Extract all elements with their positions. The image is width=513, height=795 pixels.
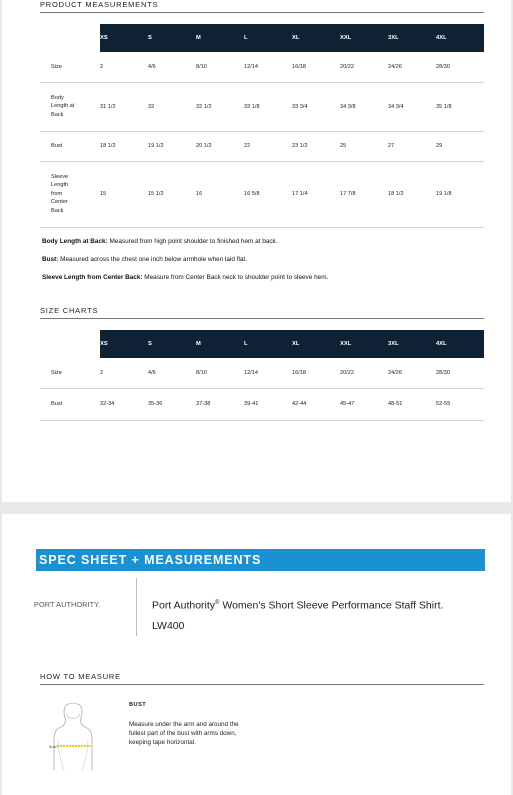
table-cell: 16 5/8 [244,161,292,227]
table-cell: 39-41 [244,388,292,420]
table-cell: 35-36 [148,388,196,420]
header-corner [40,330,100,358]
table-cell: 24/26 [388,358,436,388]
table-row [40,52,484,82]
table-cell: 16/18 [292,358,340,388]
table-cell: 2 [100,52,148,82]
spec-sheet-banner-text: SPEC SHEET + MEASUREMENTS [39,553,262,567]
note-term: Sleeve Length from Center Back: [42,274,143,281]
table-cell: 17 1/4 [292,161,340,227]
product-title [152,593,472,636]
note-line [42,269,328,287]
section-rule [40,318,484,319]
row-label: Size [40,52,100,82]
size-charts-title: SIZE CHARTS [40,306,99,315]
size-header: XL [292,24,340,52]
note-term: Body Length at Back: [42,238,108,245]
header-corner [40,24,100,52]
table-cell: 8/10 [196,358,244,388]
bust-heading: BUST [129,702,147,708]
table-cell: 37-38 [196,388,244,420]
section-rule [40,684,484,685]
table-cell: 8/10 [196,52,244,82]
note-text: Measured from high point shoulder to finished hem at back. [107,238,278,245]
table-cell: 16 [196,161,244,227]
table-cell: 4/6 [148,52,196,82]
vertical-divider [136,578,137,636]
row-label: Sleeve Length from Center Back [40,161,100,227]
table-cell: 16/18 [292,52,340,82]
table-cell: 12/14 [244,358,292,388]
table-cell: 33 1/8 [244,82,292,131]
table-cell: 29 [436,131,484,161]
product-measurements-title: PRODUCT MEASUREMENTS [40,0,159,9]
table-cell: 12/14 [244,52,292,82]
spec-sheet-banner [36,549,485,571]
note-line [42,251,328,269]
bust-figure-icon [42,700,104,770]
table-row [40,131,484,161]
table-cell: 48-51 [388,388,436,420]
table-cell: 2 [100,358,148,388]
table-cell: 45-47 [340,388,388,420]
table-cell: 35 1/8 [436,82,484,131]
table-cell: 32-34 [100,388,148,420]
table-cell: 33 3/4 [292,82,340,131]
size-header: XXL [340,24,388,52]
note-text: Measure from Center Back neck to shoulder point to sleeve hem. [142,274,329,281]
size-header: 3XL [388,24,436,52]
figure-bust-label: Bust [49,745,57,749]
table-cell: 18 1/2 [388,161,436,227]
table-cell: 32 1/2 [196,82,244,131]
row-label: Bust [40,388,100,420]
table-cell: 42-44 [292,388,340,420]
bust-description: Measure under the arm and around the fullest part of the bust with arms down, keeping tape horizontal. [129,721,239,746]
size-header: L [244,24,292,52]
size-header: M [196,330,244,358]
registered-mark: ® [215,600,220,606]
size-header: XL [292,330,340,358]
table-cell: 19 1/8 [436,161,484,227]
table-cell: 19 1/2 [148,131,196,161]
note-text: Measured across the chest one inch below armhole when laid flat. [58,256,247,263]
measurement-notes [42,233,328,287]
product-measurements-table [40,24,484,228]
table-cell: 25 [340,131,388,161]
page-two [2,514,511,795]
table-cell: 28/30 [436,358,484,388]
size-header: S [148,24,196,52]
table-cell: 31 1/2 [100,82,148,131]
size-header: S [148,330,196,358]
table-cell: 24/26 [388,52,436,82]
table-cell: 15 1/2 [148,161,196,227]
table-cell: 20 1/2 [196,131,244,161]
table-cell: 52-55 [436,388,484,420]
table-cell: 22 [244,131,292,161]
table-cell: 32 [148,82,196,131]
row-label: Bust [40,131,100,161]
table-row [40,388,484,420]
size-header: M [196,24,244,52]
size-header: XS [100,24,148,52]
size-header: 4XL [436,330,484,358]
row-label: Body Length at Back [40,82,100,131]
product-brand: Port Authority [152,599,216,612]
table-cell: 23 1/2 [292,131,340,161]
table-cell: 34 3/4 [388,82,436,131]
table-row [40,358,484,388]
size-charts-table [40,330,484,421]
table-cell: 15 [100,161,148,227]
table-row [40,161,484,227]
brand-logo: PORT AUTHORITY. [34,600,101,609]
how-to-measure-title: HOW TO MEASURE [40,672,121,681]
table-cell: 4/6 [148,358,196,388]
table-cell: 28/30 [436,52,484,82]
table-cell: 17 7/8 [340,161,388,227]
page-one [2,0,511,502]
table-cell: 20/22 [340,52,388,82]
size-header: XS [100,330,148,358]
product-rest: Women's Short Sleeve Performance Staff Shirt. LW400 [152,599,444,632]
size-header: 3XL [388,330,436,358]
note-line [42,233,328,251]
size-header: 4XL [436,24,484,52]
table-row [40,82,484,131]
section-rule [40,12,484,13]
table-cell: 20/22 [340,358,388,388]
table-cell: 34 3/8 [340,82,388,131]
size-header: L [244,330,292,358]
row-label: Size [40,358,100,388]
note-term: Bust: [42,256,59,263]
table-cell: 27 [388,131,436,161]
size-header: XXL [340,330,388,358]
table-cell: 18 1/2 [100,131,148,161]
